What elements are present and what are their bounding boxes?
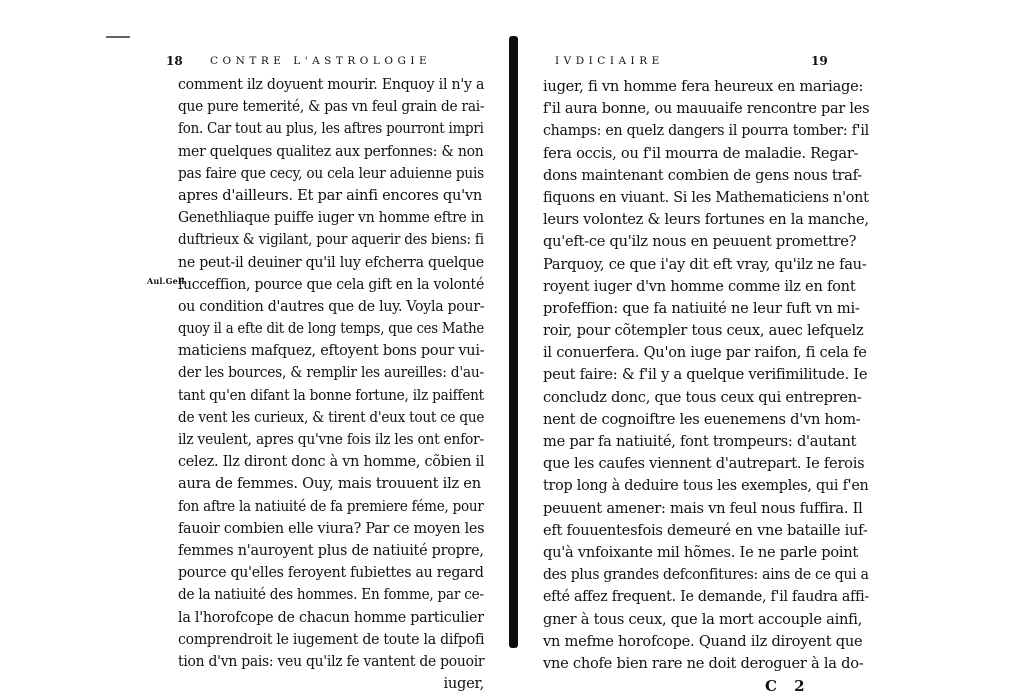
text-line: aura de femmes. Ouy, mais trouuent ilz en [178, 475, 481, 493]
text-line: comment ilz doyuent mourir. Enquoy il n'y a [178, 76, 485, 93]
marginal-note: Aul.Gell. [147, 276, 188, 286]
right-text-block [543, 76, 869, 697]
text-line: der les bources, & remplir les aureilles: d'au- [178, 364, 484, 382]
text-line: fon. Car tout au plus, les aftres pourront impri [178, 120, 484, 138]
text-line: des plus grandes defconfitures: ains de ce qui a [543, 566, 869, 584]
text-line: que pure temerité, & pas vn feul grain de rai- [178, 98, 485, 116]
text-line: vn mefme horofcope. Quand ilz diroyent que [543, 632, 863, 650]
right-folio: 19 [811, 54, 828, 68]
text-line: me par fa natiuité, font trompeurs: d'autant [543, 433, 857, 450]
text-line: gner à tous ceux, que la mort accouple ainfi, [543, 610, 863, 628]
text-line: nent de cognoiftre les euenemens d'vn hom- [543, 410, 861, 428]
text-line: ne peut-il deuiner qu'il luy efcherra quelque [178, 253, 484, 271]
text-line: eft fouuentesfois demeuré en vne bataille iuf- [543, 521, 868, 539]
text-line: comprendroit le iugement de toute la difpofi [178, 630, 485, 648]
text-line: qu'eft-ce qu'ilz nous en peuuent promettre? [543, 233, 857, 251]
text-line: dons maintenant combien de gens nous traf- [543, 166, 862, 184]
text-line: efté affez frequent. Ie demande, f'il faudra affi- [543, 588, 869, 606]
left-folio: 18 [166, 54, 183, 68]
text-line: profeffion: que fa natiuité ne leur fuft vn mi- [543, 299, 860, 317]
right-running-title: IVDICIAIRE [555, 55, 664, 67]
text-line: duftrieux & vigilant, pour aquerir des biens: fi [178, 231, 484, 249]
signature-mark: C 2 [765, 677, 811, 696]
text-line: royent iuger d'vn homme comme ilz en font [543, 277, 856, 295]
text-line: maticiens mafquez, eftoyent bons pour vui- [178, 342, 485, 360]
text-line: il conuerfera. Qu'on iuge par raifon, fi cela fe [543, 344, 867, 362]
text-line: mer quelques qualitez aux perfonnes: & non [178, 142, 484, 160]
left-text-block [178, 74, 484, 695]
text-line: vne chofe bien rare ne doit deroguer à la do- [543, 654, 864, 672]
text-line: concludz donc, que tous ceux qui entrepren- [543, 388, 862, 406]
text-line: fucceffion, pource que cela gift en la volonté [178, 275, 484, 293]
text-line: de vent les curieux, & tirent d'eux tout ce que [178, 408, 485, 426]
text-line: fera occis, ou f'il mourra de maladie. Regar- [543, 144, 859, 162]
text-line: femmes n'auroyent plus de natiuité propre, [178, 541, 484, 559]
text-line: trop long à deduire tous les exemples, qui f'en [543, 477, 869, 495]
left-running-title: CONTRE L'ASTROLOGIE [210, 55, 432, 67]
text-line: pas faire que cecy, ou cela leur aduienne puis [178, 164, 484, 182]
text-line: que les caufes viennent d'autrepart. Ie ferois [543, 455, 865, 473]
text-line: peut faire: & f'il y a quelque verifimilitude. Ie [543, 366, 868, 384]
book-gutter [509, 36, 518, 648]
text-line: fon aftre la natiuité de fa premiere féme, pour [178, 497, 484, 515]
text-line: iuger, fi vn homme fera heureux en mariage: [543, 78, 864, 95]
text-line: Genethliaque puiffe iuger vn homme eftre in [178, 209, 484, 227]
right-page [518, 0, 1024, 696]
text-line: ilz veulent, apres qu'vne fois ilz les ont enfor- [178, 431, 484, 448]
text-line: qu'à vnfoixante mil hõmes. Ie ne parle point [543, 543, 859, 561]
text-line: Parquoy, ce que i'ay dit eft vray, qu'ilz ne fau- [543, 255, 867, 273]
catchword: iuger, [443, 675, 484, 693]
text-line: tion d'vn pais: veu qu'ilz fe vantent de pouoir [178, 652, 485, 670]
text-line: roir, pour cõtempler tous ceux, auec lefquelz [543, 322, 864, 340]
text-line: fiquons en viuant. Si les Mathematiciens n'ont [543, 188, 869, 206]
text-line: f'il aura bonne, ou mauuaife rencontre par les [543, 100, 870, 118]
text-line: peuuent amener: mais vn feul nous fuffira. Il [543, 499, 863, 517]
text-line: pource qu'elles feroyent fubiettes au regard [178, 564, 484, 582]
text-line: apres d'ailleurs. Et par ainfi encores qu'vn [178, 186, 483, 204]
text-line: ou condition d'autres que de luy. Voyla pour- [178, 297, 485, 315]
text-line: tant qu'en difant la bonne fortune, ilz paiffent [178, 386, 484, 404]
text-line: champs: en quelz dangers il pourra tomber: f'il [543, 122, 869, 140]
text-line: celez. Ilz diront donc à vn homme, cõbien il [178, 453, 485, 471]
text-line: fauoir combien elle viura? Par ce moyen les [178, 519, 485, 537]
text-line: de la natiuité des hommes. En fomme, par ce- [178, 586, 484, 604]
left-page [0, 0, 510, 693]
text-line: quoy il a efte dit de long temps, que ces Mathe [178, 320, 485, 338]
text-line: la l'horofcope de chacun homme particulier [178, 608, 484, 626]
text-line: leurs volontez & leurs fortunes en la manche, [543, 211, 869, 229]
